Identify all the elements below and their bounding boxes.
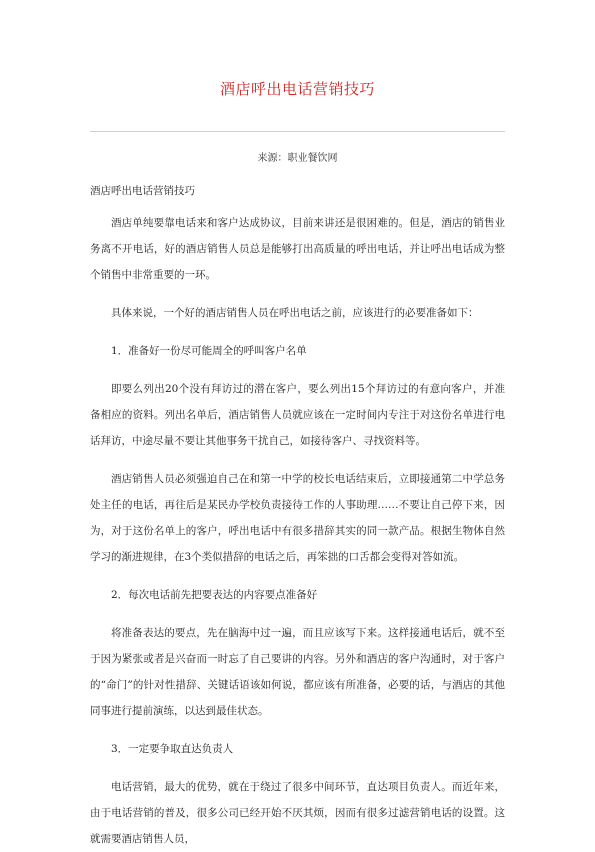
- section-heading: 1．准备好一份尽可能周全的呼叫客户名单: [111, 345, 307, 357]
- paragraph: 将准备表达的要点，先在脑海中过一遍，而且应该写下来。这样接通电话后，就不至于因为紧张或者是兴奋而一时忘了自己要讲的内容。另外和酒店的客户沟通时，对于客户的“命门”的针对性措辞、关键话语该如何说，都应该有所准备，必要的话，与酒店的其他同事进行提前演练，以达到最佳状态。: [90, 627, 505, 717]
- section-heading: 2．每次电话前先把要表达的内容要点准备好: [111, 589, 318, 601]
- paragraph: 具体来说，一个好的酒店销售人员在呼出电话之前，应该进行的必要准备如下：: [111, 307, 479, 319]
- paragraph: 酒店销售人员必须强迫自己在和第一中学的校长电话结束后，立即接通第二中学总务处主任的电话，再往后是某民办学校负责接待工作的人事助理……不要让自己停下来，因为，对于这份名单上的客户，呼出电话中有很多措辞其实的同一款产品。根据生物体自然学习的渐进规律，在3个类似措辞的电话之后，再笨拙的口舌都会变得对答如流。: [90, 473, 505, 563]
- page-title: 酒店呼出电话营销技巧: [219, 80, 375, 98]
- article-body: [90, 176, 505, 852]
- title-divider: [90, 131, 505, 132]
- section-heading: 3．一定要争取直达负责人: [111, 743, 234, 755]
- paragraph: 即要么列出20个没有拜访过的潜在客户，要么列出15个拜访过的有意向客户，并准备相应的资料。列出名单后，酒店销售人员就应该在一定时间内专注于对这份名单进行电话拜访，中途尽量不要让其他事务干扰自己，如接待客户、寻找资料等。: [90, 383, 505, 447]
- source-line: 来源：职业餐饮网: [257, 153, 338, 164]
- paragraph: 酒店单纯要靠电话来和客户达成协议，目前来讲还是很困难的。但是，酒店的销售业务离不开电话，好的酒店销售人员总是能够打出高质量的呼出电话，并让呼出电话成为整个销售中非常重要的一环。: [90, 217, 505, 281]
- article-heading: 酒店呼出电话营销技巧: [90, 185, 195, 197]
- paragraph: 电话营销，最大的优势，就在于绕过了很多中间环节，直达项目负责人。而近年来，由于电话营销的普及，很多公司已经开始不厌其烦，因而有很多过滤营销电话的设置。这就需要酒店销售人员，: [90, 781, 505, 845]
